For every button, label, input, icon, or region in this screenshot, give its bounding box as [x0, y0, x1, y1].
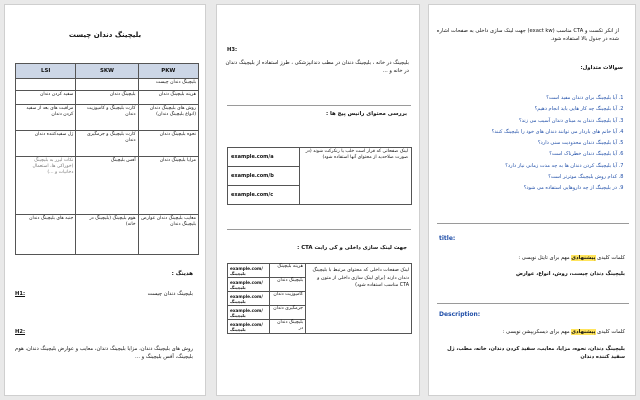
list-item: 1. آیا بلیچینگ برای دندان مفید است؟ [428, 93, 617, 104]
table-cell: بلیچینگ دندان [76, 91, 138, 105]
h2-tag: H2: [15, 329, 26, 335]
list-item: 2. آیا بلیچینگ چه کار هایی باید انجام دهیم؟ [428, 104, 617, 115]
ranking-url[interactable]: example.com/a [228, 148, 300, 167]
table-cell: هزینه بلیچینگ دندان [138, 91, 198, 105]
list-item: 5. آیا بلیچینگ دندان محدودیت سنی دارد؟ [428, 138, 617, 149]
desc-kw-prefix: کلمات کلیدی [595, 329, 625, 335]
desc-kw-line [437, 329, 625, 336]
cta-note: لینک صفحات داخلی که محتوای مرتبط با بلیچینگ دندان دارند (برای لینک سازی داخلی از متون و CTA مناسب استفاده شود) [306, 264, 412, 334]
page-title: بلیچینگ دندان چیست [68, 31, 142, 39]
table-row [16, 91, 199, 105]
title-kw-list: بلیچینگ دندان چیست، روش، انواع، عوارض [515, 271, 625, 277]
table-cell: نحوه بلیچینگ دندان [138, 131, 198, 157]
cta-label: کامپوزیت دندان [270, 292, 306, 306]
title-kw-line [437, 255, 625, 262]
desc-kw-list: بلیچینگ دندان، نحوه، مزایا، معایب، سفید کردن دندان، خانه، مطب، ژل سفید کننده دندان [447, 346, 625, 361]
table-cell: مزایا بلیچینگ دندان [138, 157, 198, 215]
ranking-url[interactable]: example.com/b [228, 167, 300, 186]
table-cell: جنبه های بلیچینگ دندان [16, 215, 76, 255]
document-page-3 [428, 4, 636, 396]
intro-text: از انکر تکست و CTA مناسب (exact kw) جهت لینک سازی داخلی به صفحات اشاره شده در جدول بالا استفاده شود. [436, 28, 619, 43]
cta-label: هزینه بلیچینگ [270, 264, 306, 278]
faq-heading: سوالات متداول: [580, 65, 623, 71]
list-item: 4. آیا خانم های باردار می توانند دندان های خود را بلیچینگ کنند؟ [428, 127, 617, 138]
header-skw: SKW [76, 64, 138, 79]
ranking-url[interactable]: example.com/c [228, 186, 300, 205]
h3-text: بلیچینگ در خانه ، بلیچینگ دندان در مطب دندانپزشکی ، طرز استفاده از بلیچینگ دندان در خانه و ... [225, 60, 409, 75]
review-heading: بررسی محتوای رانیس پیج ها : [325, 111, 407, 117]
table-cell: کارت بلیچینگ و جرمگیری دندان [76, 131, 138, 157]
document-page-2 [216, 4, 420, 396]
cta-url[interactable]: example.com/بلیچینگ [228, 292, 270, 306]
cta-label: بلیچینگ دندان در [270, 320, 306, 334]
document-page-1 [4, 4, 206, 396]
list-item: 6. آیا بلیچینگ دندان خطرناک است؟ [428, 149, 617, 160]
cta-url[interactable]: example.com/بلیچینگ [228, 306, 270, 320]
header-lsi: LSI [16, 64, 76, 79]
divider [437, 223, 629, 224]
title-kw-suffix: مهم برای تایتل نویسی : [518, 255, 572, 261]
table-cell: ژل سفیدکننده دندان [16, 131, 76, 157]
table-row [16, 215, 199, 255]
list-item: 9. در بلیچینگ از چه داروهایی استفاده می شود؟ [428, 183, 617, 194]
cta-url[interactable]: example.com/بلیچینگ [228, 278, 270, 292]
title-label: title: [439, 235, 456, 242]
table-row [16, 131, 199, 157]
h1-tag: H1: [15, 291, 26, 297]
header-pkw: PKW [138, 64, 198, 79]
title-kw-prefix: کلمات کلیدی [595, 255, 625, 261]
table-cell [16, 79, 76, 91]
h1-text: بلیچینگ دندان چیست [147, 291, 193, 297]
table-cell: بلیچینگ دندان چیست [138, 79, 198, 91]
table-cell: آفس بلیچینگ [76, 157, 138, 215]
list-item: 7. آیا بلیچینگ کردن دندان ها به چه مدت زمانی نیاز دارد؟ [428, 161, 617, 172]
table-cell: هوم بلیچینگ (بلیچینگ در خانه) [76, 215, 138, 255]
h1-line [15, 291, 193, 298]
table-cell: مراقبت های بعد از سفید کردن دندان [16, 105, 76, 131]
cta-links-table [227, 263, 412, 334]
desc-kw-suffix: مهم برای دیسکریپشن نویسی : [502, 329, 572, 335]
table-cell: نکات لیزر به بلیچینگ (خوراکی ها، استعمال دخانیات و ...) [16, 157, 76, 215]
desc-kw-highlight: پیشنهادی [571, 329, 596, 335]
table-row [16, 157, 199, 215]
table-row [16, 105, 199, 131]
title-kw-highlight: پیشنهادی [571, 255, 596, 261]
description-label: Description: [439, 311, 481, 318]
table-row [16, 79, 199, 91]
cta-url[interactable]: example.com/بلیچینگ [228, 264, 270, 278]
intro-bullet [428, 27, 627, 43]
divider [227, 105, 411, 106]
ranking-note: لینک صفحاتی که قرار است خلب یا رنکرکت شوند (در صورت صلاحدید از محتوای آنها استفاده شود) [300, 148, 412, 205]
table-cell: روش های بلیچینگ دندان (انواع بلیچینگ دندان) [138, 105, 198, 131]
heading-label: هدینگ : [171, 271, 193, 277]
cta-heading: جهت لینک سازی داخلی و کی رابت CTA : [297, 245, 407, 251]
cta-label: بلیچینگ دندان [270, 278, 306, 292]
table-cell: سفید کردن دندان [16, 91, 76, 105]
ranking-pages-table [227, 147, 412, 205]
table-cell: کارت بلیچینگ و کامپوزیت دندان [76, 105, 138, 131]
cta-url[interactable]: example.com/بلیچینگ [228, 320, 270, 334]
table-cell [76, 79, 138, 91]
table-cell: معایب بلیچینگ دندان عوارض بلیچینگ دندان [138, 215, 198, 255]
keyword-table [15, 63, 199, 255]
h2-text: روش های بلیچینگ دندان، مزایا بلیچینگ دندان، معایب و عوارض بلیچینگ دندان، هوم بلیچینگ، آفس بلیچینگ و ... [15, 346, 193, 361]
divider [437, 303, 629, 304]
list-item: 8. کدام روش بلیچینگ موثرتر است؟ [428, 172, 617, 183]
divider [227, 229, 411, 230]
cta-label: جرمگیری دندان [270, 306, 306, 320]
faq-list [428, 93, 627, 195]
h3-tag: H3: [227, 47, 238, 53]
list-item: 3. آیا بلیچینگ دندان به مینای دندان آسیب می زند؟ [428, 116, 617, 127]
